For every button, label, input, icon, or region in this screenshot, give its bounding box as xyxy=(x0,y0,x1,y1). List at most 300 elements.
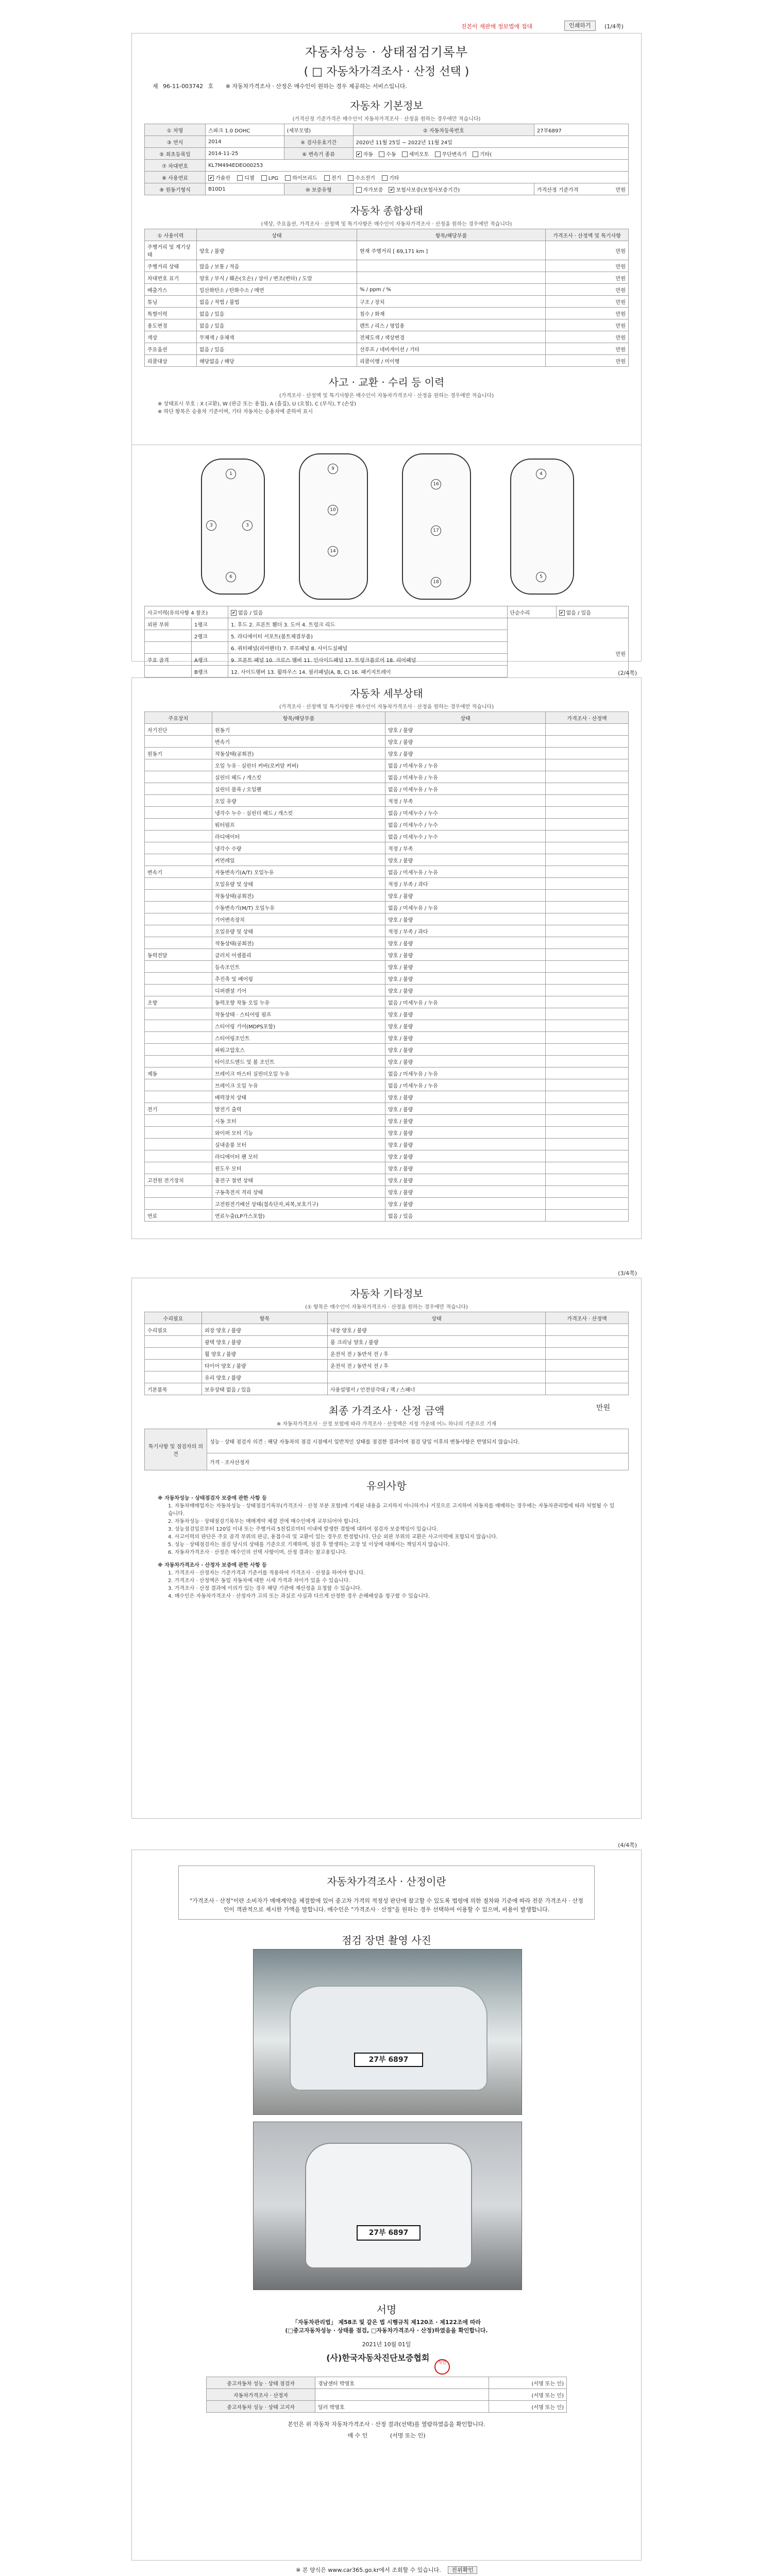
detail-item-label: 변속기 xyxy=(212,736,385,748)
car-name: 스파크 1.0 DOHC xyxy=(206,124,284,136)
detail-item-label: 워터펌프 xyxy=(212,819,385,831)
inspection-photo-rear xyxy=(253,2122,522,2290)
detail-item-label: 스티어링조인트 xyxy=(212,1032,385,1044)
detail-group-label xyxy=(145,1139,212,1150)
fuel-other: 기타 xyxy=(389,175,399,181)
signer-role: 중고자동차 성능 · 상태 점검자 xyxy=(207,2377,315,2389)
detail-item-price xyxy=(546,1198,629,1210)
detail-item-price xyxy=(546,1186,629,1198)
accident-parts: 1. 후드 2. 프론트 휀더 3. 도어 4. 트렁크 리드 xyxy=(228,618,508,630)
detail-item-label: 냉각수 누수 · 실린더 헤드 / 개스킷 xyxy=(212,807,385,819)
detail-item-price xyxy=(546,1103,629,1115)
detail-item-status: 적정 / 부족 xyxy=(385,842,546,854)
detail-item-label: 구동축전지 격리 상태 xyxy=(212,1186,385,1198)
part-number-marker: 17 xyxy=(431,526,441,536)
final-price-title: 최종 가격조사 · 산정 금액 xyxy=(328,1404,445,1417)
detail-item-status: 없음 / 미세누유 / 누유 xyxy=(385,759,546,771)
car-body-shape xyxy=(290,1986,488,2091)
summary-item-price: 만원 xyxy=(546,272,629,284)
table-row xyxy=(145,902,629,913)
summary-item-price: 만원 xyxy=(546,355,629,367)
detail-item-status: 적정 / 부족 / 과다 xyxy=(385,878,546,890)
summary-item-status: 양호 / 부식 / 훼손(오손) / 상이 / 변조(변타) / 도말 xyxy=(197,272,357,284)
summary-item-detail: 구조 / 장치 xyxy=(357,296,546,308)
checkbox[interactable] xyxy=(379,151,384,157)
detail-item-label: 오일유량 및 상태 xyxy=(212,925,385,937)
signer-name: 경남센터 박영호 xyxy=(315,2377,489,2389)
org-name: (사)한국자동차진단보증협회 xyxy=(326,2353,430,2363)
detail-head-4: 가격조사 · 산정액 xyxy=(546,712,629,724)
part-number-marker: 4 xyxy=(536,469,546,479)
detail-group-label xyxy=(145,736,212,748)
basic-info-heading: 자동차 기본정보 xyxy=(350,99,423,112)
summary-item-detail: % / ppm / % xyxy=(357,284,546,296)
table-row xyxy=(145,618,629,630)
fuel-electric: 전기 xyxy=(331,175,342,181)
checkbox[interactable] xyxy=(237,175,243,181)
detail-group-label xyxy=(145,1162,212,1174)
signature-table xyxy=(206,2377,567,2413)
detail-group-label xyxy=(145,1079,212,1091)
signer-sign: (서명 또는 인) xyxy=(489,2377,567,2389)
detail-group-label xyxy=(145,807,212,819)
detail-group-label xyxy=(145,1127,212,1139)
summary-item-detail: 침수 / 화재 xyxy=(357,308,546,319)
table-row xyxy=(145,937,629,949)
detail-item-label: 충전구 절연 상태 xyxy=(212,1174,385,1186)
table-row xyxy=(145,1210,629,1222)
basic-info-table xyxy=(144,124,629,195)
detail-item-status: 양호 / 불량 xyxy=(385,949,546,961)
detail-group-label: 조향 xyxy=(145,996,212,1008)
part-number-marker: 9 xyxy=(328,464,338,474)
summary-item-label: 특별이력 xyxy=(145,308,197,319)
verify-button[interactable]: 진위확인 xyxy=(448,2566,477,2574)
detail-group-label xyxy=(145,759,212,771)
org-stamp: 직인 xyxy=(434,2359,450,2375)
checkbox[interactable] xyxy=(285,175,291,181)
detail-group-label xyxy=(145,854,212,866)
table-row xyxy=(145,795,629,807)
summary-item-status: 없음 / 적법 / 불법 xyxy=(197,296,357,308)
detail-group-label: 연료 xyxy=(145,1210,212,1222)
detail-item-price xyxy=(546,866,629,878)
summary-item-detail: 렌트 / 리스 / 영업용 xyxy=(357,319,546,331)
detail-item-status: 양호 / 불량 xyxy=(385,736,546,748)
detail-item-label: 클러치 어셈블리 xyxy=(212,949,385,961)
basic-info-note: (가격산정 기준가격은 매수인이 자동차가격조사 · 산정을 원하는 경우에만 적습니다) xyxy=(292,116,481,122)
summary-item-label: 리콜대상 xyxy=(145,355,197,367)
document-subtitle: ( □ 자동차가격조사 · 산정 선택 ) xyxy=(304,65,469,78)
checkbox[interactable] xyxy=(382,175,388,181)
detail-item-label: 등속조인트 xyxy=(212,961,385,973)
summary-item-status: 없음 / 있음 xyxy=(197,319,357,331)
detail-item-price xyxy=(546,913,629,925)
checkbox[interactable] xyxy=(435,151,441,157)
other-item-2: 운전석 전 / 동반석 전 / 후 xyxy=(327,1360,545,1371)
detail-item-status: 양호 / 불량 xyxy=(385,1198,546,1210)
page-4 xyxy=(131,1842,642,2561)
opinion-table xyxy=(144,1429,629,1470)
accident-area-label xyxy=(145,642,192,654)
document-number: 96-11-003742 xyxy=(163,83,204,90)
opinion-pricer: 가격 · 조사산정자 xyxy=(207,1453,629,1470)
part-number-marker: 14 xyxy=(328,546,338,556)
acc-q2-cell xyxy=(507,606,556,618)
table-row xyxy=(145,260,629,272)
detail-group-label xyxy=(145,1115,212,1127)
other-heading: 자동차 기타정보 xyxy=(350,1287,423,1300)
detail-group-label xyxy=(145,1020,212,1032)
detail-group-label xyxy=(145,937,212,949)
table-row xyxy=(145,1324,629,1336)
table-row xyxy=(207,2401,567,2413)
detail-item-label: 파워고압호스 xyxy=(212,1044,385,1056)
other-item-price xyxy=(546,1348,629,1360)
detail-item-label: 냉각수 수량 xyxy=(212,842,385,854)
detail-item-price xyxy=(546,771,629,783)
page-number: (3/4쪽) xyxy=(618,1270,637,1277)
table-row xyxy=(145,1360,629,1371)
accident-area-label: 주요 골격 xyxy=(145,654,192,666)
detail-group-label xyxy=(145,1056,212,1067)
opt-auto: 자동 xyxy=(363,151,373,158)
opt-semi: 세미오토 xyxy=(409,151,429,158)
first-reg-label: ⑤ 최초등록일 xyxy=(145,148,206,160)
detail-item-price xyxy=(546,1044,629,1056)
price-note: ※ 자동차가격조사 · 산정 보험에 따라 가격조사 · 산정액은 지정 가운데 어느 하나의 기준으로 기재 xyxy=(276,1421,497,1427)
table-row xyxy=(145,996,629,1008)
detail-group-label: 자기진단 xyxy=(145,724,212,736)
table-row xyxy=(207,2389,567,2401)
page-count: (1/4쪽) xyxy=(604,23,624,30)
detail-group-label xyxy=(145,1008,212,1020)
other-group-label xyxy=(145,1371,202,1383)
table-row xyxy=(145,1186,629,1198)
footer-text: ※ 본 양식은 www.car365.go.kr에서 조회할 수 있습니다. xyxy=(296,2567,441,2573)
detail-item-price xyxy=(546,937,629,949)
signer-role: 자동차가격조사 · 산정자 xyxy=(207,2389,315,2401)
part-number-marker: 5 xyxy=(536,572,546,582)
summary-item-price: 만원 xyxy=(546,343,629,355)
fuel-lpg: LPG xyxy=(268,175,279,181)
motor-type: B10D1 xyxy=(206,183,284,195)
checkbox[interactable] xyxy=(348,175,354,181)
table-row xyxy=(145,1044,629,1056)
detail-group-label xyxy=(145,771,212,783)
notice2-title: ※ 자동차가격조사 · 산정자 보증에 관한 사항 등 xyxy=(158,1563,267,1568)
table-row xyxy=(145,1198,629,1210)
detail-group-label xyxy=(145,878,212,890)
document-number-row xyxy=(153,82,620,90)
detail-item-status: 양호 / 불량 xyxy=(385,854,546,866)
detail-item-price xyxy=(546,795,629,807)
detail-item-label: 오일 누유 · 실린더 커버(로커암 커버) xyxy=(212,759,385,771)
detail-item-status: 양호 / 불량 xyxy=(385,724,546,736)
detail-item-label: 오일 유량 xyxy=(212,795,385,807)
accident-rank-label xyxy=(192,642,228,654)
detail-item-price xyxy=(546,1067,629,1079)
other-note: (① 항목은 매수인이 자동차가격조사 · 산정을 원하는 경우에만 적습니다) xyxy=(305,1304,468,1310)
inspection-photo-front xyxy=(253,1949,522,2115)
other-item-2: 룸 크리닝 양호 / 불량 xyxy=(327,1336,545,1348)
other-item-price xyxy=(546,1324,629,1336)
table-row xyxy=(145,308,629,319)
page-footer xyxy=(131,2566,642,2574)
car-top-front-diagram xyxy=(299,453,368,600)
table-row xyxy=(145,1056,629,1067)
signature-date: 2021년 10월 01일 xyxy=(362,2341,411,2348)
detail-item-status: 양호 / 불량 xyxy=(385,748,546,759)
detail-item-status: 양호 / 불량 xyxy=(385,937,546,949)
table-row xyxy=(145,1371,629,1383)
detail-item-price xyxy=(546,1020,629,1032)
detail-group-label: 전기 xyxy=(145,1103,212,1115)
acc-q1-cell xyxy=(145,606,228,618)
accident-rank-label: 1랭크 xyxy=(192,618,228,630)
detail-group-label xyxy=(145,1044,212,1056)
opinion-text: 성능 · 상태 점검자 의견 : 해당 자동차의 점검 시점에서 일반적인 상태를 점검한 결과이며 점검 당일 이후의 변동사항은 반영되지 않습니다. xyxy=(207,1429,629,1453)
inspection-period: 2020년 11월 25일 ~ 2022년 11월 24일 xyxy=(353,136,628,148)
detail-group-label xyxy=(145,902,212,913)
other-group-label xyxy=(145,1348,202,1360)
other-item-price xyxy=(546,1371,629,1383)
detail-head-1: 주요장치 xyxy=(145,712,212,724)
detail-item-price xyxy=(546,890,629,902)
table-row xyxy=(145,1020,629,1032)
detail-item-status: 없음 / 미세누유 / 누유 xyxy=(385,902,546,913)
accident-rank-label: 2랭크 xyxy=(192,630,228,642)
vin-label: ⑦ 차대번호 xyxy=(145,160,206,172)
detail-item-label: 수동변속기(M/T) 오일누유 xyxy=(212,902,385,913)
detail-item-status: 없음 / 미세누유 / 누유 xyxy=(385,996,546,1008)
summary-item-detail: 현재 주행거리 [ 69,171 km ] xyxy=(357,241,546,260)
table-row xyxy=(145,1348,629,1360)
acc-q1-value xyxy=(228,606,508,618)
accident-heading: 사고 · 교환 · 수리 등 이력 xyxy=(328,376,445,388)
detail-item-status: 없음 / 미세누유 / 누유 xyxy=(385,771,546,783)
table-row xyxy=(145,831,629,842)
accident-area-label xyxy=(145,630,192,642)
table-row xyxy=(145,1067,629,1079)
detail-item-price xyxy=(546,902,629,913)
summary-item-price: 만원 xyxy=(546,260,629,272)
detail-item-status: 없음 / 미세누수 / 누수 xyxy=(385,819,546,831)
detail-item-status: 양호 / 불량 xyxy=(385,1020,546,1032)
license-plate-front: 27부 6897 xyxy=(354,2053,423,2067)
print-button[interactable]: 인쇄하기 xyxy=(564,21,596,31)
year-label: ③ 연식 xyxy=(145,136,206,148)
part-number-marker: 16 xyxy=(431,479,441,489)
table-row xyxy=(145,819,629,831)
summary-item-status: 무채색 / 유채색 xyxy=(197,331,357,343)
base-price-unit: 만원 xyxy=(615,187,626,193)
table-row xyxy=(145,925,629,937)
signature-heading: 서명 xyxy=(376,2303,397,2316)
signer-name xyxy=(315,2389,489,2401)
detail-item-price xyxy=(546,1150,629,1162)
summary-item-label: 주행거리 상태 xyxy=(145,260,197,272)
accident-history-value: 없음 / 있음 xyxy=(238,610,263,616)
checkbox[interactable] xyxy=(261,175,267,181)
checkbox[interactable] xyxy=(231,610,237,616)
detail-item-label: 라디에이터 xyxy=(212,831,385,842)
other-item: 보유상태 없음 / 있음 xyxy=(202,1383,328,1395)
other-item-2: 사용설명서 / 안전삼각대 / 잭 / 스패너 xyxy=(327,1383,545,1395)
car-model: (세부모델) xyxy=(284,124,353,136)
checkbox[interactable] xyxy=(389,187,394,193)
summary-item-label: 용도변경 xyxy=(145,319,197,331)
other-group-label: 기본품목 xyxy=(145,1383,202,1395)
detail-group-label xyxy=(145,890,212,902)
plate-number: 27부6897 xyxy=(534,124,628,136)
fuel-diesel: 디젤 xyxy=(244,175,255,181)
summary-item-status: 일산화탄소 / 탄화수소 / 매연 xyxy=(197,284,357,296)
summary-item-status: 양호 / 불량 xyxy=(197,241,357,260)
checkbox[interactable] xyxy=(356,187,362,193)
table-row xyxy=(145,724,629,736)
detail-item-status: 없음 / 있음 xyxy=(385,1210,546,1222)
fuel-gasoline: 가솔린 xyxy=(215,175,231,181)
accident-parts: 5. 라디에이터 서포트(볼트체결부품) xyxy=(228,630,508,642)
detail-item-price xyxy=(546,1210,629,1222)
table-row xyxy=(145,1115,629,1127)
detail-group-label xyxy=(145,1091,212,1103)
checkbox[interactable] xyxy=(473,151,478,157)
table-row xyxy=(145,878,629,890)
checkbox[interactable] xyxy=(208,175,214,181)
page-3 xyxy=(131,1270,642,1819)
signer-role: 중고자동차 성능 · 상태 고지자 xyxy=(207,2401,315,2413)
table-row xyxy=(145,241,629,260)
table-row xyxy=(145,854,629,866)
detail-item-price xyxy=(546,748,629,759)
checkbox[interactable] xyxy=(324,175,330,181)
part-number-marker: 1 xyxy=(226,469,236,479)
summary-item-price: 만원 xyxy=(546,284,629,296)
detail-item-label: 동력조향 작동 오일 누유 xyxy=(212,996,385,1008)
detail-item-price xyxy=(546,783,629,795)
accident-area-label xyxy=(145,666,192,677)
other-head-3: 상태 xyxy=(327,1312,545,1324)
detail-item-label: 오일유량 및 상태 xyxy=(212,878,385,890)
detail-head-3: 상태 xyxy=(385,712,546,724)
detail-item-status: 양호 / 불량 xyxy=(385,1115,546,1127)
vin: KL7M494EDEO00253 xyxy=(206,160,629,172)
detail-item-price xyxy=(546,1056,629,1067)
price-explain-text: "가격조사 · 산정"이란 소비자가 매매계약을 체결함에 있어 중고차 가격의 적정성 판단에 참고할 수 있도록 법령에 의한 절차와 기준에 따라 전문 가격조사 · 산정인이 객관적으로 제시한 가액을 말합니다. 매수인은 "가격조사 · 산정"을 원하는 경우 선택하여 이용할 수 있으며, 비용이 발생합니다. xyxy=(190,1897,583,1913)
buyer-sign: (서명 또는 인) xyxy=(390,2432,426,2439)
other-item: 휠 양호 / 불량 xyxy=(202,1348,328,1360)
detail-item-label: 스티어링 기어(MDPS포함) xyxy=(212,1020,385,1032)
detail-item-label: 작동상태 · 스티어링 펌프 xyxy=(212,1008,385,1020)
detail-item-price xyxy=(546,842,629,854)
other-item: 광택 양호 / 불량 xyxy=(202,1336,328,1348)
price-explain-title: 자동차가격조사 · 산정이란 xyxy=(327,1875,446,1888)
detail-item-status: 양호 / 불량 xyxy=(385,1056,546,1067)
detail-group-label xyxy=(145,783,212,795)
table-row xyxy=(145,272,629,284)
warranty-insurer: 보험사보증(보험사보증기간) xyxy=(396,187,460,193)
accident-rank-label: A랭크 xyxy=(192,654,228,666)
top-notice: 진본이 재판매 정보법에 접대 xyxy=(461,23,533,30)
detail-item-price xyxy=(546,1162,629,1174)
detail-group-label xyxy=(145,795,212,807)
detail-item-status: 양호 / 불량 xyxy=(385,1139,546,1150)
signature-text: 「자동차관리법」 제58조 및 같은 법 시행규칙 제120조 · 제122조에 따라 (□중고자동차성능 · 상태를 점검, □자동차가격조사 · 산정)하였음을 확인합니다. xyxy=(285,2319,488,2334)
motor-label: ⑨ 원동기형식 xyxy=(145,183,206,195)
detail-note: (가격조사 · 산정액 및 특기사항은 매수인이 자동차가격조사 · 산정을 원하는 경우에만 적습니다) xyxy=(279,704,494,710)
detail-group-label: 고전원 전기장치 xyxy=(145,1174,212,1186)
table-row xyxy=(207,2377,567,2389)
name-label: ① 차명 xyxy=(145,124,206,136)
part-number-marker: 18 xyxy=(431,577,441,587)
fuel-options xyxy=(206,172,629,183)
detail-group-label xyxy=(145,831,212,842)
signer-name: 딜러 박영호 xyxy=(315,2401,489,2413)
detail-group-label xyxy=(145,1198,212,1210)
detail-item-label: 기어변속장치 xyxy=(212,913,385,925)
detail-item-price xyxy=(546,996,629,1008)
detail-group-label xyxy=(145,819,212,831)
table-row xyxy=(145,1032,629,1044)
summary-item-label: 주행거리 및 계기상태 xyxy=(145,241,197,260)
summary-head-1: ① 사용이력 xyxy=(145,229,197,241)
detail-group-label xyxy=(145,1032,212,1044)
detail-item-status: 양호 / 불량 xyxy=(385,985,546,996)
checkbox[interactable] xyxy=(356,151,362,157)
table-row xyxy=(145,890,629,902)
transmission-options xyxy=(353,148,628,160)
other-item-price xyxy=(546,1383,629,1395)
top-toolbar xyxy=(131,20,642,32)
table-row xyxy=(145,1150,629,1162)
accident-parts: 6. 쿼터패널(리어펜더) 7. 루프패널 8. 사이드실패널 xyxy=(228,642,508,654)
detail-item-status: 양호 / 불량 xyxy=(385,1091,546,1103)
detail-item-status: 없음 / 미세누유 / 누유 xyxy=(385,866,546,878)
detail-item-price xyxy=(546,1115,629,1127)
summary-item-detail xyxy=(357,272,546,284)
other-item-2 xyxy=(327,1371,545,1383)
summary-item-price: 만원 xyxy=(546,308,629,319)
notice2-body: 1. 가격조사 · 산정자는 기준가격과 기준서를 적용하여 가격조사 · 산정을 하여야 합니다. 2. 가격조사 · 산정액은 동일 자동차에 대한 시세 가격과 차이가 있을 수 있습니다. 3. 가격조사 · 산정 결과에 이의가 있는 경우 해당 기관에 재산정을 요청할 수 있습니다. 4. 매수인은 자동차가격조사 · 산정자가 고의 또는 과실로 사실과 다르게 산정한 경우 손해배상을 청구할 수 있습니다. xyxy=(168,1570,430,1599)
other-head-1: 수리필요 xyxy=(145,1312,202,1324)
other-item: 타이어 양호 / 불량 xyxy=(202,1360,328,1371)
summary-item-label: 배출가스 xyxy=(145,284,197,296)
detail-item-status: 적정 / 부족 xyxy=(385,795,546,807)
detail-item-label: 자동변속기(A/T) 오일누유 xyxy=(212,866,385,878)
accident-table xyxy=(144,606,629,689)
checkbox[interactable] xyxy=(402,151,408,157)
trans-label: ⑥ 변속기 종류 xyxy=(284,148,353,160)
detail-item-label: 고전원전기배선 상태(접속단자,피복,보호기구) xyxy=(212,1198,385,1210)
fuel-hybrid: 하이브리드 xyxy=(292,175,317,181)
pricecheck-notice: ※ 자동차가격조사 · 산정은 매수인이 원하는 경우 제공하는 서비스입니다. xyxy=(225,83,408,90)
summary-item-status: 많음 / 보통 / 적음 xyxy=(197,260,357,272)
checkbox[interactable] xyxy=(559,610,565,616)
summary-head-3: 항목/해당부품 xyxy=(357,229,546,241)
detail-heading: 자동차 세부상태 xyxy=(350,687,423,700)
detail-group-label xyxy=(145,842,212,854)
summary-head-2: 상태 xyxy=(197,229,357,241)
detail-item-label: 실내송풍 모터 xyxy=(212,1139,385,1150)
table-row xyxy=(145,296,629,308)
detail-item-price xyxy=(546,1139,629,1150)
table-row xyxy=(145,319,629,331)
summary-item-price: 만원 xyxy=(546,296,629,308)
detail-item-label: 와이퍼 모터 기능 xyxy=(212,1127,385,1139)
detail-item-price xyxy=(546,1008,629,1020)
